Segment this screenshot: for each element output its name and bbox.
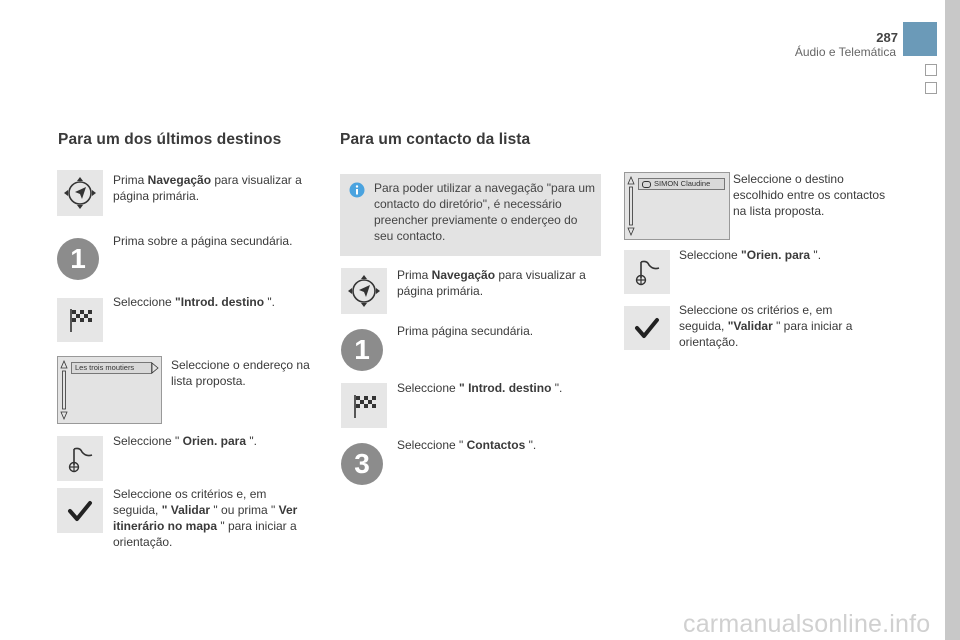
page-edge-bar bbox=[945, 0, 960, 640]
section-tab bbox=[903, 22, 937, 56]
middle-step-4: Seleccione " Contactos ". bbox=[397, 438, 537, 452]
left-step-2: Prima sobre a página secundária. bbox=[113, 234, 293, 248]
middle-section-title: Para um contacto da lista bbox=[340, 131, 531, 148]
car-icon bbox=[642, 181, 651, 188]
marker-square bbox=[925, 82, 937, 94]
section-title: Áudio e Telemática bbox=[794, 45, 896, 59]
middle-step-3: Seleccione " Introd. destino ". bbox=[397, 381, 563, 395]
left-step-3: Seleccione "Introd. destino ". bbox=[113, 295, 275, 309]
checkered-flag-icon bbox=[341, 383, 387, 428]
left-step-5: Seleccione " Orien. para ". bbox=[113, 434, 257, 448]
right-step-2: Seleccione "Orien. para ". bbox=[679, 248, 822, 262]
middle-step-1: Prima Navegação para visualizar a página primária. bbox=[397, 268, 586, 298]
step-badge-1: 1 bbox=[57, 238, 99, 280]
left-step-1: Prima Navegação para visualizar a página primária. bbox=[113, 173, 302, 203]
marker-square bbox=[925, 64, 937, 76]
address-list-item: Les trois moutiers bbox=[71, 362, 152, 374]
left-step-6: Seleccione os critérios e, em seguida, " Validar " ou prima " Ver itinerário no mapa " para iniciar a orientação. bbox=[113, 487, 298, 549]
page-number: 287 bbox=[876, 30, 898, 45]
info-box bbox=[340, 174, 601, 256]
contact-name: SIMON Claudine bbox=[654, 179, 711, 188]
checkmark-icon bbox=[624, 306, 670, 350]
checkmark-icon bbox=[57, 488, 103, 533]
checkered-flag-icon bbox=[57, 298, 103, 342]
navigation-icon bbox=[341, 268, 387, 314]
contact-list-item bbox=[638, 178, 725, 190]
navigation-icon bbox=[57, 170, 103, 216]
left-step-4: Seleccione o endereço na lista proposta. bbox=[171, 358, 310, 388]
right-step-1: Seleccione o destino escolhido entre os contactos na lista proposta. bbox=[733, 172, 886, 218]
contact-list-screen bbox=[624, 172, 730, 240]
info-icon bbox=[349, 182, 365, 198]
right-step-3: Seleccione os critérios e, em seguida, "Validar " para iniciar a orientação. bbox=[679, 303, 853, 349]
step-badge-3: 3 bbox=[341, 443, 383, 485]
address-list-screen bbox=[57, 356, 162, 424]
guidance-flag-icon bbox=[57, 436, 103, 481]
info-text: Para poder utilizar a navegação "para um contacto do diretório", é necessário preencher previamente o enderçeo do seu contacto. bbox=[374, 181, 596, 243]
left-section-title: Para um dos últimos destinos bbox=[58, 131, 282, 148]
step-badge-1: 1 bbox=[341, 329, 383, 371]
watermark: carmanualsonline.info bbox=[683, 610, 931, 638]
guidance-flag-icon bbox=[624, 250, 670, 294]
middle-step-2: Prima página secundária. bbox=[397, 324, 534, 338]
